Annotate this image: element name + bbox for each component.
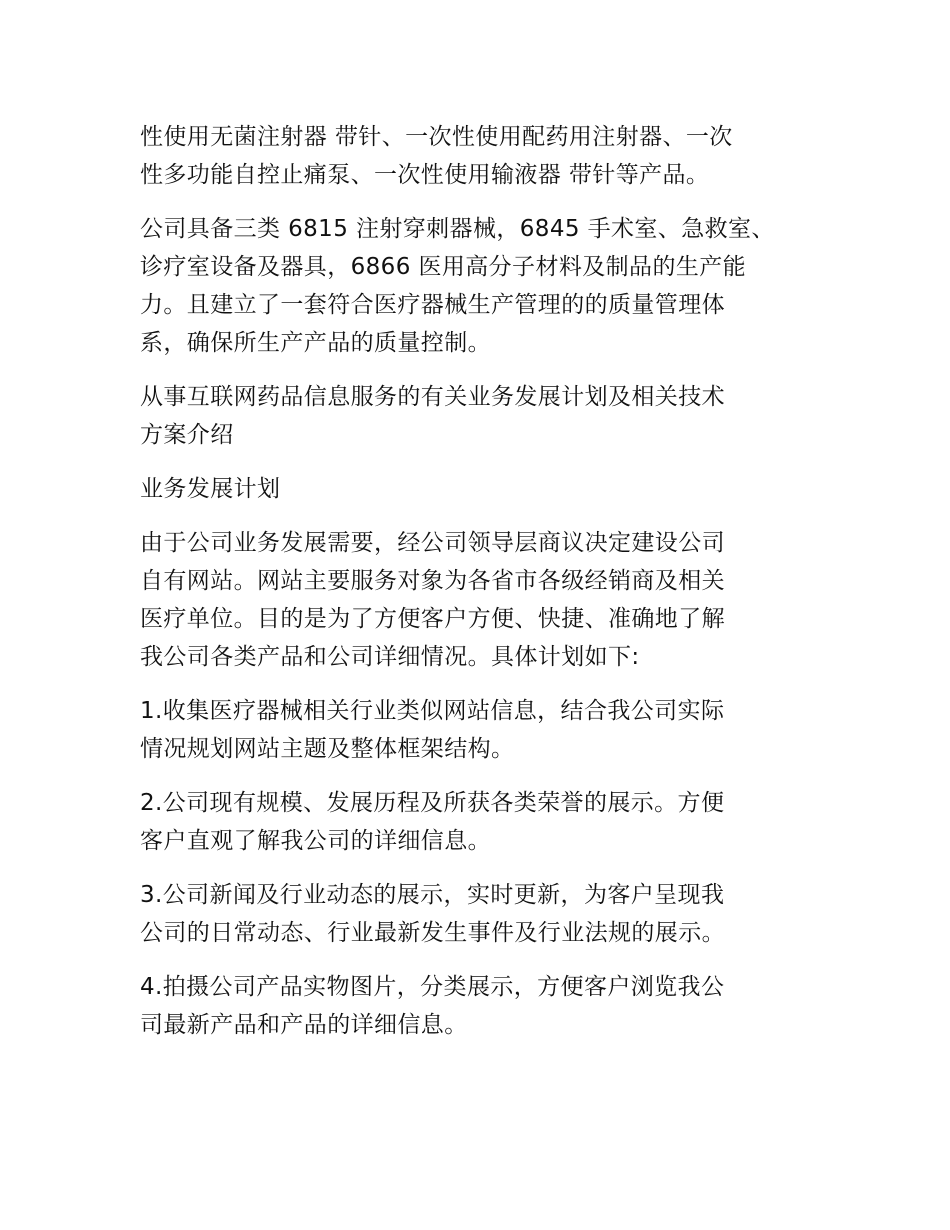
plan-item-2 [140,784,820,860]
text-line: 客户直观了解我公司的详细信息。 [140,828,491,854]
text-line: 业务发展计划 [140,476,281,502]
text-line: 诊疗室设备及器具，6866 医用高分子材料及制品的生产能 [140,254,747,280]
text-line: 自有网站。网站主要服务对象为各省市各级经销商及相关 [140,568,725,594]
text-line: 司最新产品和产品的详细信息。 [140,1012,468,1038]
section-heading-business-plan-and-tech [140,378,820,454]
text-line: 力。且建立了一套符合医疗器械生产管理的的质量管理体 [140,292,725,318]
text-line: 系，确保所生产产品的质量控制。 [140,330,491,356]
text-line: 从事互联网药品信息服务的有关业务发展计划及相关技术 [140,384,725,410]
plan-item-1 [140,692,820,768]
paragraph-website-purpose [140,524,820,676]
paragraph-production-capability [140,210,820,362]
section-heading-business-plan [140,470,820,508]
paragraph-product-list [140,118,820,194]
text-line: 性使用无菌注射器 带针、一次性使用配药用注射器、一次 [140,124,733,150]
document-body [140,118,820,1060]
text-line: 我公司各类产品和公司详细情况。具体计划如下: [140,644,640,670]
plan-item-3 [140,876,820,952]
text-line: 方案介绍 [140,422,234,448]
text-line: 2.公司现有规模、发展历程及所获各类荣誉的展示。方便 [140,790,725,816]
text-line: 3.公司新闻及行业动态的展示，实时更新，为客户呈现我 [140,882,725,908]
text-line: 公司具备三类 6815 注射穿刺器械，6845 手术室、急救室、 [140,216,775,242]
text-line: 公司的日常动态、行业最新发生事件及行业法规的展示。 [140,920,725,946]
text-line: 情况规划网站主题及整体框架结构。 [140,736,515,762]
text-line: 1.收集医疗器械相关行业类似网站信息，结合我公司实际 [140,698,725,724]
text-line: 4.拍摄公司产品实物图片，分类展示，方便客户浏览我公 [140,974,725,1000]
text-line: 性多功能自控止痛泵、一次性使用输液器 带针等产品。 [140,162,710,188]
plan-item-4 [140,968,820,1044]
text-line: 医疗单位。目的是为了方便客户方便、快捷、准确地了解 [140,606,725,632]
text-line: 由于公司业务发展需要，经公司领导层商议决定建设公司 [140,530,725,556]
